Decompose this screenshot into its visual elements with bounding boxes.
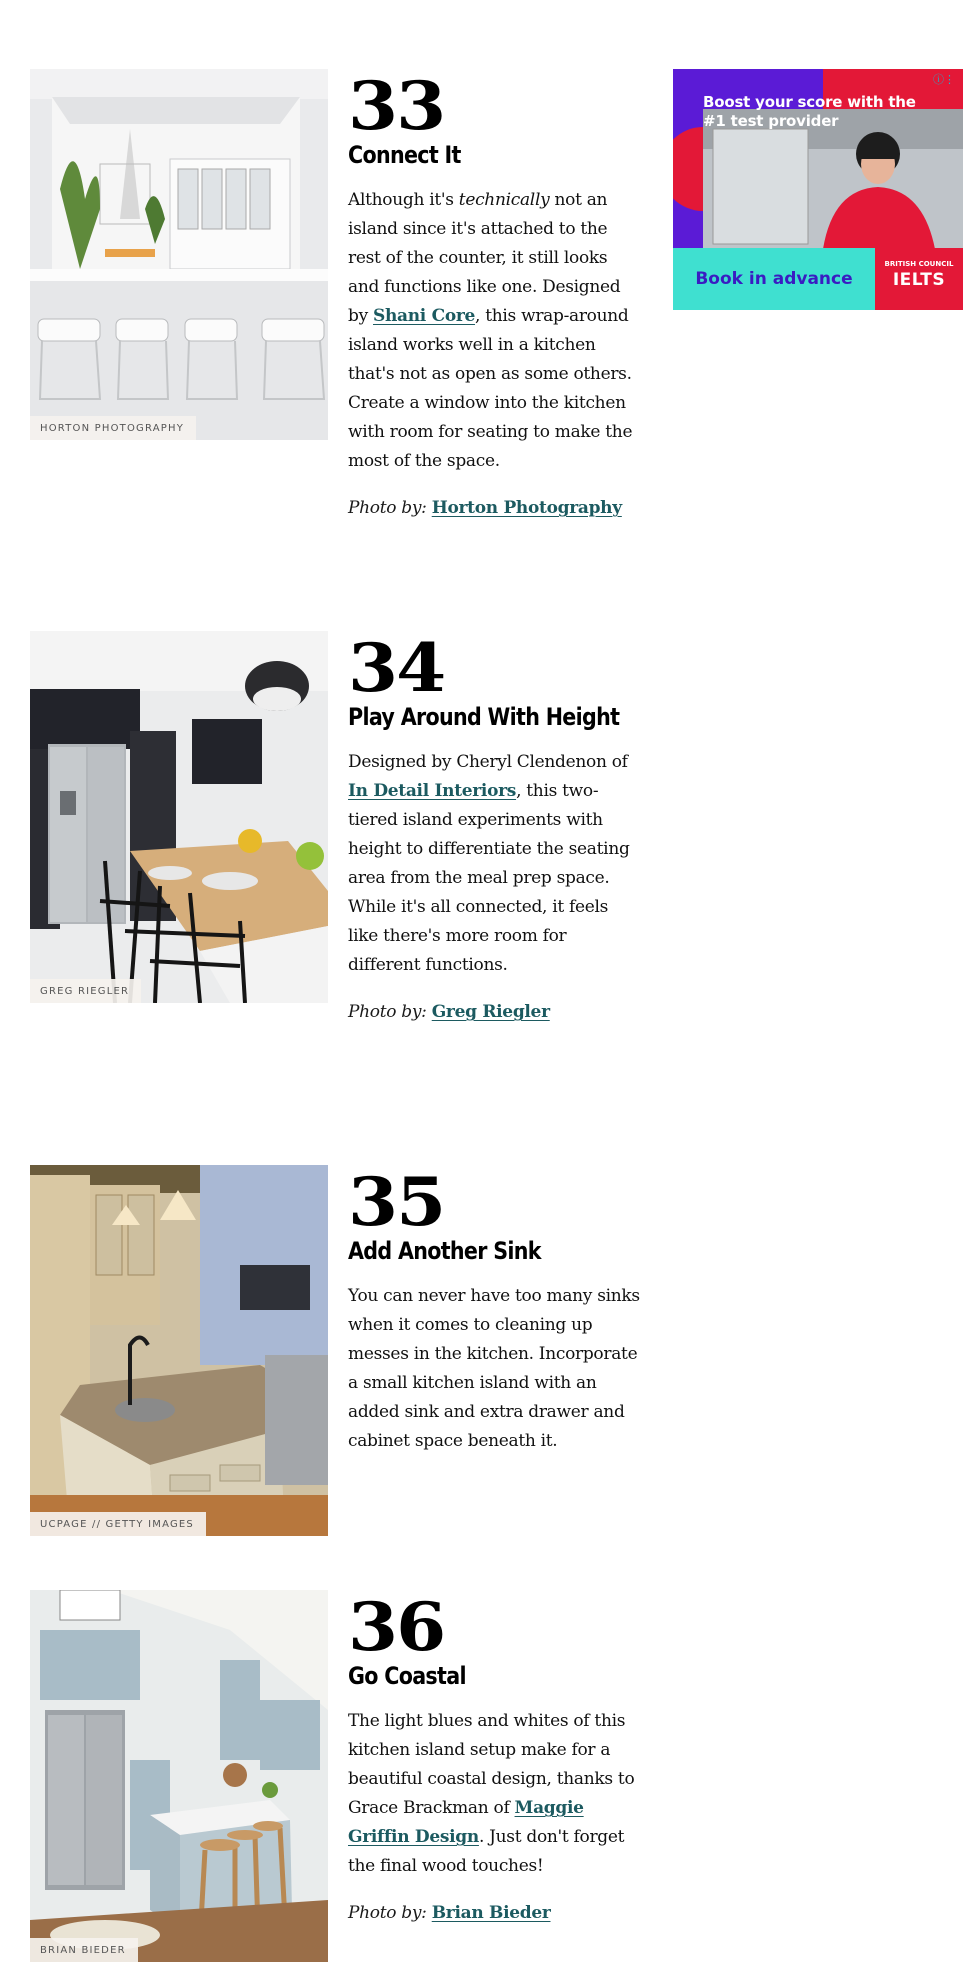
item-description: The light blues and whites of this kitchen island setup make for a beautiful coastal design, thanks to Grace Brackman of Maggie Griffin Design. Just don't forget the final wood touches! xyxy=(348,1711,635,1876)
kitchen-photo-35[interactable] xyxy=(30,1165,328,1536)
photographer-link[interactable]: Greg Riegler xyxy=(431,1002,550,1022)
photo-credit-tag: UCPAGE // GETTY IMAGES xyxy=(30,1512,206,1536)
item-content-34 xyxy=(348,628,640,1026)
kitchen-image-33 xyxy=(30,69,328,440)
list-item-36 xyxy=(30,1587,640,1965)
kitchen-image-36 xyxy=(30,1590,328,1962)
photo-by-line: Photo by: Horton Photography xyxy=(348,498,622,518)
item-number: 36 xyxy=(348,1587,445,1666)
list-item-35 xyxy=(30,1162,640,1540)
designer-link[interactable]: Shani Core xyxy=(373,306,476,326)
kitchen-photo-33[interactable] xyxy=(30,69,328,440)
item-title: Connect It xyxy=(348,141,461,169)
item-title: Play Around With Height xyxy=(348,703,620,731)
item-description: Designed by Cheryl Clendenon of In Detail Interiors, this two-tiered island experiments with height to differentiate the seating area from the meal prep space. While it's all connected, it feels like there's more room for different functions. xyxy=(348,752,630,975)
item-description: You can never have too many sinks when it comes to cleaning up messes in the kitchen. Incorporate a small kitchen island with an added sink and extra drawer and cabinet space beneath it. xyxy=(348,1286,640,1451)
photographer-link[interactable]: Horton Photography xyxy=(431,498,622,518)
ad-cta-button[interactable]: Book in advance xyxy=(673,248,875,310)
photographer-link[interactable]: Brian Bieder xyxy=(431,1903,551,1923)
item-content-36 xyxy=(348,1587,640,1927)
photo-credit-tag: GREG RIEGLER xyxy=(30,979,141,1003)
item-number: 34 xyxy=(348,628,445,707)
item-content-35 xyxy=(348,1162,640,1456)
photo-by-line: Photo by: Brian Bieder xyxy=(348,1903,551,1923)
designer-link[interactable]: Maggie Griffin Design xyxy=(348,1798,584,1847)
list-item-34 xyxy=(30,628,640,1091)
photo-by-line: Photo by: Greg Riegler xyxy=(348,1002,550,1022)
photo-credit-tag: HORTON PHOTOGRAPHY xyxy=(30,416,196,440)
ad-brand-logo xyxy=(875,248,963,310)
item-content-33 xyxy=(348,66,640,522)
brand-name: IELTS xyxy=(892,270,946,290)
item-title: Go Coastal xyxy=(348,1662,466,1690)
kitchen-photo-34[interactable] xyxy=(30,631,328,1003)
brand-small-text: BRITISH COUNCIL xyxy=(884,260,954,268)
info-icon[interactable]: ⓘ⋮ xyxy=(933,73,955,86)
item-number: 33 xyxy=(348,66,445,145)
item-number: 35 xyxy=(348,1162,445,1241)
kitchen-image-34 xyxy=(30,631,328,1003)
designer-link[interactable]: In Detail Interiors xyxy=(348,781,517,801)
kitchen-photo-36[interactable] xyxy=(30,1590,328,1962)
ad-banner[interactable] xyxy=(673,69,963,310)
photo-credit-tag: BRIAN BIEDER xyxy=(30,1938,138,1962)
item-title: Add Another Sink xyxy=(348,1237,541,1265)
item-description: Although it's technically not an island since it's attached to the rest of the counter, it still looks and functions like one. Designed by Shani Core, this wrap-around island works well in a kitchen that's not as open as some others. Create a window into the kitchen with room for seating to make the most of the space. xyxy=(348,190,633,471)
kitchen-image-35 xyxy=(30,1165,328,1536)
ad-headline: Boost your score with the #1 test provider xyxy=(703,93,916,130)
list-item-33 xyxy=(30,66,640,569)
